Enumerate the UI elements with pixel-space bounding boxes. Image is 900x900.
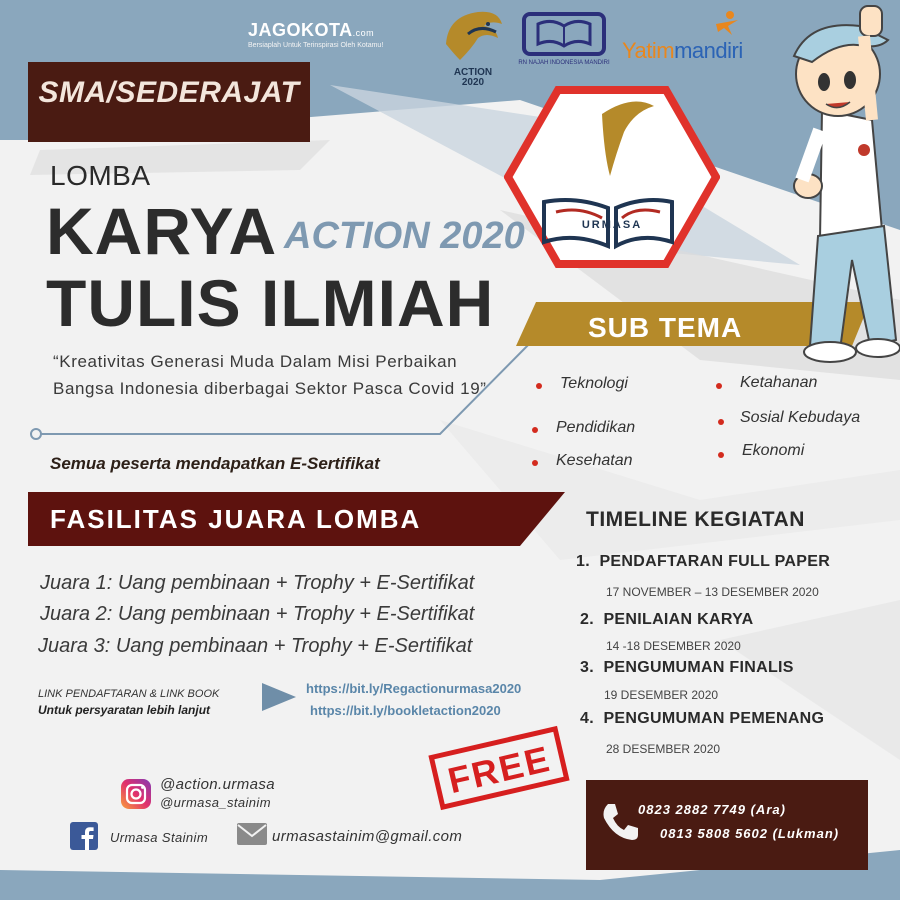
action-2020-logo xyxy=(438,4,508,92)
sub-tema-item: Sosial Kebudaya xyxy=(740,409,861,426)
phone-icon xyxy=(598,800,642,844)
links-subheading: Untuk persyaratan lebih lanjut xyxy=(38,703,211,717)
facebook-name[interactable]: Urmasa Stainim xyxy=(110,830,209,845)
free-stamp-text: FREE xyxy=(444,737,555,802)
title-karya: KARYA xyxy=(46,194,278,268)
email-address[interactable]: urmasastainim@gmail.com xyxy=(272,828,463,845)
bullet-dot xyxy=(718,452,724,458)
yatim-mandiri-logo xyxy=(622,38,743,64)
action-logo-word: ACTION xyxy=(453,67,493,78)
urmasa-label: URMASA xyxy=(581,219,643,231)
registration-link[interactable]: https://bit.ly/Regactionurmasa2020 xyxy=(306,681,522,696)
action-logo-year: 2020 xyxy=(461,77,485,88)
prize-item: Juara 1: Uang pembinaan + Trophy + E-Sertifikat xyxy=(40,572,475,594)
step-date: 19 DESEMBER 2020 xyxy=(604,688,719,702)
timeline-step xyxy=(580,611,753,629)
links-heading: LINK PENDAFTARAN & LINK BOOK xyxy=(38,688,220,700)
fasilitas-title: FASILITAS JUARA LOMBA xyxy=(50,504,422,534)
instagram-icon xyxy=(120,778,152,810)
sub-tema-item: Teknologi xyxy=(560,375,628,392)
step-label: PENGUMUMAN FINALIS xyxy=(603,659,794,676)
timeline-step xyxy=(580,659,794,677)
step-number: 2. xyxy=(580,611,594,628)
theme-quote: “Kreativitas Generasi Muda Dalam Misi Perbaikan Bangsa Indonesia diberbagai Sektor Pasca Covid 19” xyxy=(53,352,487,398)
step-label: PENGUMUMAN PEMENANG xyxy=(603,710,825,727)
step-date: 28 DESEMBER 2020 xyxy=(606,742,721,756)
prize-item: Juara 2: Uang pembinaan + Trophy + E-Sertifikat xyxy=(40,603,475,625)
sub-tema-item: Ekonomi xyxy=(742,442,805,459)
bullet-dot xyxy=(532,460,538,466)
bullet-dot xyxy=(536,383,542,389)
facebook-icon xyxy=(70,822,98,850)
mandiri-word: mandiri xyxy=(674,38,743,63)
sub-tema-item: Kesehatan xyxy=(556,452,633,469)
mascot-illustration xyxy=(760,0,900,370)
contact-box xyxy=(586,780,868,870)
fasilitas-banner xyxy=(28,492,520,546)
instagram-handle-1[interactable]: @action.urmasa xyxy=(160,776,276,793)
instagram-handle-2[interactable]: @urmasa_stainim xyxy=(160,795,271,810)
bullet-dot xyxy=(718,419,724,425)
jagokota-tagline: Bersiaplah Untuk Terinspirasi Oleh Kotamu! xyxy=(248,42,384,49)
jagokota-domain: .com xyxy=(352,28,375,38)
title-action-2020: ACTION 2020 xyxy=(284,215,525,257)
sub-tema-item: Ketahanan xyxy=(740,374,818,391)
open-book-icon xyxy=(518,10,610,60)
sub-tema-item: Pendidikan xyxy=(556,419,636,436)
step-date: 14 -18 DESEMBER 2020 xyxy=(606,639,741,653)
jagokota-name: JAGOKOTA xyxy=(248,20,353,40)
step-label: PENILAIAN KARYA xyxy=(603,611,754,628)
step-number: 3. xyxy=(580,659,594,676)
title-tulis-ilmiah: TULIS ILMIAH xyxy=(46,266,495,340)
jagokota-logo xyxy=(248,20,383,49)
step-date: 17 NOVEMBER – 13 DESEMBER 2020 xyxy=(606,585,819,599)
step-number: 1. xyxy=(576,553,590,570)
prize-item: Juara 3: Uang pembinaan + Trophy + E-Sertifikat xyxy=(38,635,473,657)
level-badge-text: SMA/SEDERAJAT xyxy=(38,76,300,109)
level-badge xyxy=(28,62,310,142)
yatim-word: Yatim xyxy=(622,38,675,63)
timeline-title: TIMELINE KEGIATAN xyxy=(586,508,805,531)
email-icon xyxy=(236,822,268,846)
bullet-dot xyxy=(532,427,538,433)
sub-tema-title: SUB TEMA xyxy=(588,312,743,343)
phone-number-2[interactable]: 0813 5808 5602 (Lukman) xyxy=(660,826,840,841)
booklet-link[interactable]: https://bit.ly/bookletaction2020 xyxy=(310,703,501,718)
step-label: PENDAFTARAN FULL PAPER xyxy=(599,553,831,570)
timeline-step xyxy=(580,710,824,728)
rn-logo-caption: RN NAJAH INDONESIA MANDIRI xyxy=(518,60,610,66)
person-star-icon xyxy=(714,10,740,36)
urmasa-logo xyxy=(504,84,720,270)
timeline-step xyxy=(576,553,830,571)
rn-najah-logo xyxy=(518,10,610,78)
phone-number-1[interactable]: 0823 2882 7749 (Ara) xyxy=(638,802,786,817)
step-number: 4. xyxy=(580,710,594,727)
title-lomba: LOMBA xyxy=(50,160,151,191)
certificate-note: Semua peserta mendapatkan E-Sertifikat xyxy=(50,454,380,473)
bullet-dot xyxy=(716,383,722,389)
eagle-icon xyxy=(438,4,508,70)
